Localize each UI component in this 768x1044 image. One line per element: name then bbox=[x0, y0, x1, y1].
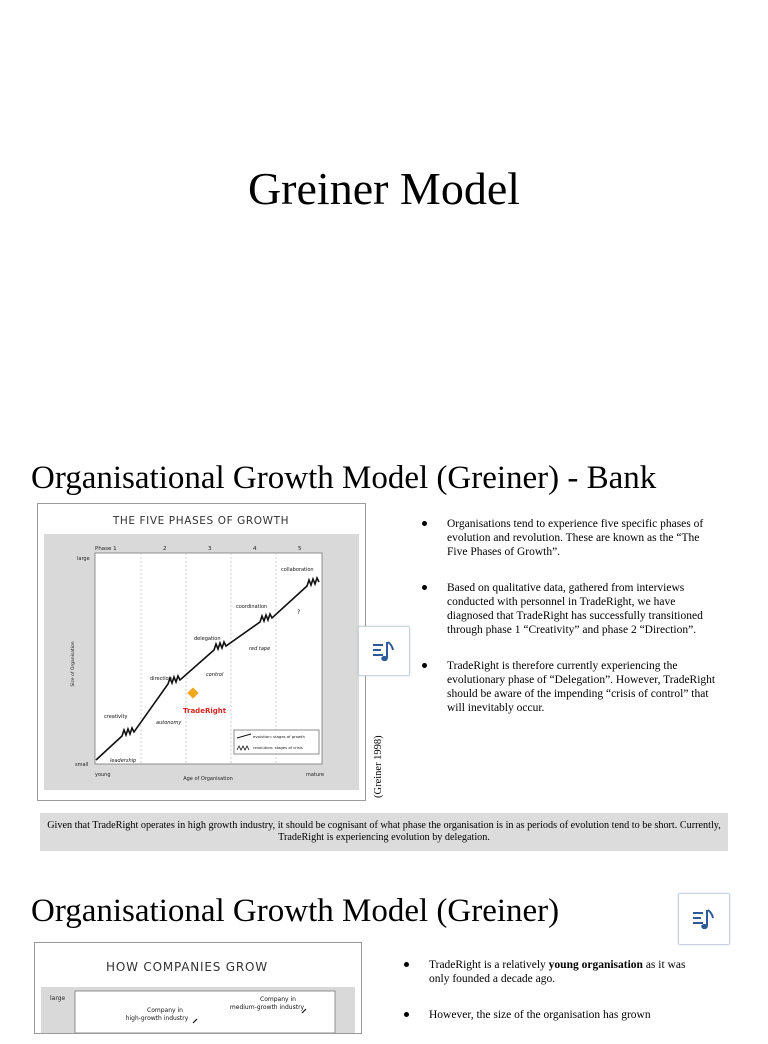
evolution-label-collaboration: collaboration bbox=[281, 567, 314, 573]
phase-label-2: 2 bbox=[163, 546, 167, 552]
label-medium-growth-line2: medium-growth industry bbox=[229, 1004, 305, 1011]
evolution-label-delegation: delegation bbox=[194, 636, 221, 642]
how-companies-grow-figure bbox=[34, 942, 362, 1034]
y-axis-label: Size of Organisation bbox=[71, 641, 76, 687]
five-phases-figure bbox=[37, 503, 366, 801]
five-phases-diagram bbox=[38, 504, 365, 800]
audio-note-button[interactable] bbox=[678, 893, 730, 945]
revolution-label-red-tape: red tape bbox=[249, 646, 271, 652]
traderight-marker-label: TradeRight bbox=[183, 707, 227, 715]
plot-area bbox=[75, 991, 335, 1033]
audio-note-icon bbox=[371, 638, 397, 664]
figure-citation: (Greiner 1998) bbox=[373, 735, 384, 798]
x-axis-left-label: young bbox=[95, 772, 111, 778]
revolution-label-unknown: ? bbox=[297, 609, 301, 616]
figure-heading: THE FIVE PHASES OF GROWTH bbox=[112, 515, 290, 527]
slide-title-greiner-model: Greiner Model bbox=[247, 163, 521, 214]
phase-label-5: 5 bbox=[298, 546, 302, 552]
evolution-label-creativity: creativity bbox=[104, 714, 128, 720]
revolution-label-leadership: leadership bbox=[110, 758, 137, 764]
bullet-text-pre: TradeRight is a relatively bbox=[429, 959, 549, 971]
label-medium-growth-line1: Company in bbox=[260, 996, 296, 1003]
bullet-text-post: as it was only founded a decade ago. bbox=[429, 959, 686, 985]
greiner-bullet-list bbox=[402, 958, 702, 1044]
summary-note: Given that TradeRight operates in high growth industry, it should be cognisant of what phase the organisation is in as periods of evolution tend to be short. Currently, TradeRight is experiencing evolution by delegation. bbox=[40, 813, 728, 851]
bullet-text-bold: young organisation bbox=[548, 959, 643, 971]
y-axis-top-label: large bbox=[50, 995, 66, 1002]
phase-label-1: Phase 1 bbox=[95, 546, 117, 552]
slide-title-bank: Organisational Growth Model (Greiner) - Bank bbox=[31, 460, 657, 496]
evolution-label-coordination: coordination bbox=[236, 604, 268, 610]
legend-revolution-label: revolution: stages of crisis bbox=[253, 745, 303, 750]
revolution-label-autonomy: autonomy bbox=[156, 720, 182, 726]
legend-evolution-label: evolution: stages of growth bbox=[253, 734, 305, 739]
x-axis-label: Age of Organisation bbox=[183, 776, 233, 782]
phase-label-3: 3 bbox=[208, 546, 212, 552]
audio-note-icon bbox=[691, 906, 717, 932]
bullet-item bbox=[402, 958, 702, 986]
x-axis-right-label: mature bbox=[306, 772, 325, 778]
bullet-item: Based on qualitative data, gathered from interviews conducted with personnel in TradeRight, we have diagnosed that TradeRight has successfully transitioned through phase 1 “Creativity” and phase 2 “Direction”. bbox=[420, 581, 720, 637]
evolution-label-direction: direction bbox=[150, 676, 172, 682]
bullet-item: Organisations tend to experience five specific phases of evolution and revolution. These are known as the “The Five Phases of Growth”. bbox=[420, 517, 720, 559]
slide-title-greiner: Organisational Growth Model (Greiner) bbox=[31, 893, 560, 929]
revolution-label-control: control bbox=[206, 672, 224, 678]
y-axis-top-label: large bbox=[77, 556, 90, 562]
phase-label-4: 4 bbox=[253, 546, 257, 552]
y-axis-bottom-label: small bbox=[75, 762, 89, 768]
bullet-item: TradeRight is therefore currently experiencing the evolutionary phase of “Delegation”. However, TradeRight should be aware of the impending “crisis of control” that will inevitably occur. bbox=[420, 659, 720, 715]
bank-bullet-list bbox=[420, 517, 720, 737]
bullet-item: However, the size of the organisation has grown bbox=[402, 1008, 702, 1022]
label-high-growth-line1: Company in bbox=[147, 1007, 183, 1014]
how-companies-grow-diagram bbox=[35, 943, 361, 1033]
label-high-growth-line2: high-growth industry bbox=[125, 1015, 189, 1022]
audio-note-button[interactable] bbox=[358, 626, 410, 676]
figure-heading: HOW COMPANIES GROW bbox=[106, 960, 268, 974]
